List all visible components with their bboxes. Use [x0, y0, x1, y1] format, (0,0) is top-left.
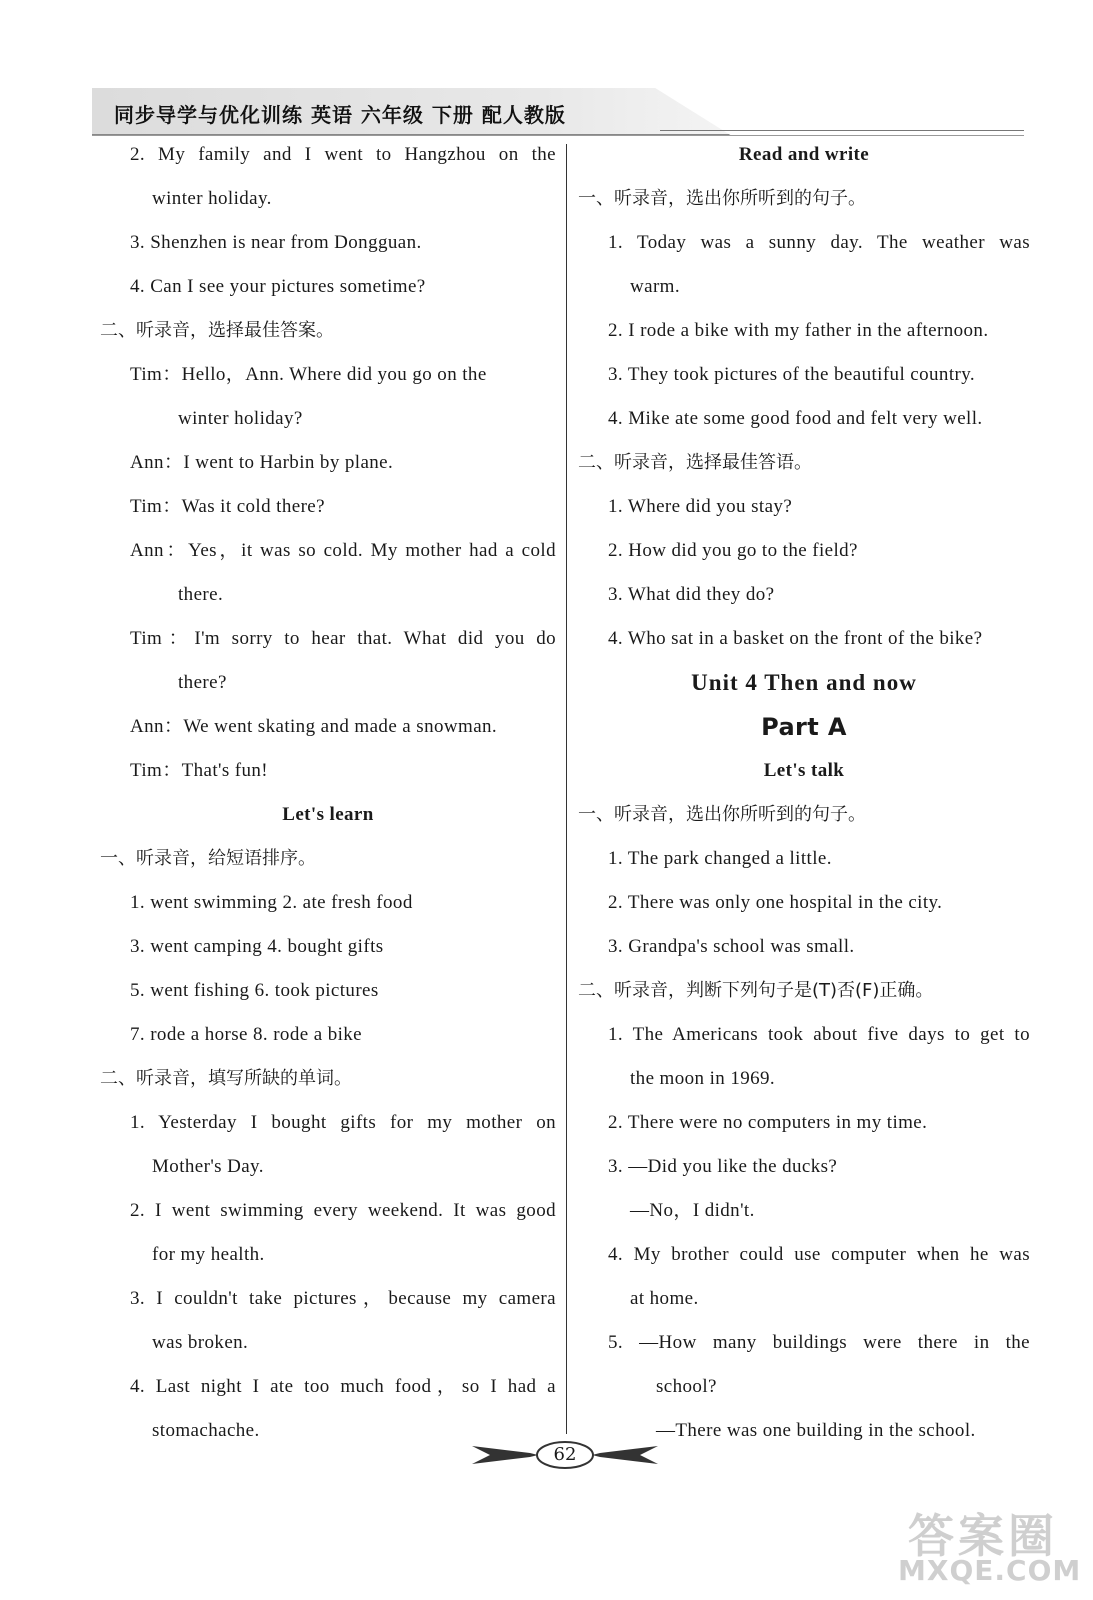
right-column-line: the moon in 1969.: [630, 1068, 776, 1089]
left-column-line: Ann：Yes，it was so cold. My mother had a cold: [130, 540, 556, 561]
left-column-line: 一、听录音，给短语排序。: [100, 848, 316, 869]
right-column-line: 1. The park changed a little.: [608, 848, 832, 869]
right-column-line: 2. I rode a bike with my father in the afternoon.: [608, 320, 989, 341]
left-column-line: Tim：Was it cold there?: [130, 496, 325, 517]
page-number: 62: [553, 1444, 577, 1465]
right-column-line: 一、听录音，选出你所听到的句子。: [578, 804, 866, 825]
left-column-line: 7. rode a horse 8. rode a bike: [130, 1024, 363, 1045]
left-column-line: Mother's Day.: [152, 1156, 264, 1177]
right-column-line: 二、听录音，判断下列句子是(T)否(F)正确。: [578, 980, 934, 1001]
right-column-line: Let's talk: [763, 760, 845, 781]
right-column-line: 5. —How many buildings were there in the: [608, 1332, 1030, 1353]
watermark-text-top: 答案圈: [908, 1509, 1058, 1563]
left-column-line: stomachache.: [152, 1420, 260, 1441]
left-column-line: Tim：I'm sorry to hear that. What did you do: [130, 628, 556, 649]
right-column-line: 4. My brother could use computer when he was: [608, 1244, 1030, 1265]
column-divider: [566, 144, 567, 1434]
right-column-line: 2. There was only one hospital in the city.: [608, 892, 943, 913]
right-column-line: 4. Mike ate some good food and felt very well.: [608, 408, 983, 429]
left-column-line: 3. I couldn't take pictures，because my camera: [130, 1288, 556, 1309]
right-column-line: 一、听录音，选出你所听到的句子。: [578, 188, 866, 209]
header-rule: [660, 130, 1024, 131]
left-column-line: Tim：Hello，Ann. Where did you go on the: [130, 364, 487, 385]
left-column-line: Ann：We went skating and made a snowman.: [130, 716, 498, 737]
left-column-line: 2. I went swimming every weekend. It was good: [130, 1200, 556, 1221]
left-column-line: 3. Shenzhen is near from Dongguan.: [130, 232, 422, 253]
left-column-line: 4. Last night I ate too much food，so I had a: [130, 1376, 556, 1397]
left-column-line: 二、听录音，填写所缺的单词。: [100, 1068, 352, 1089]
right-column-line: Part A: [761, 713, 847, 741]
watermark-text-bottom: MXQE.COM: [898, 1554, 1082, 1587]
left-column-line: Tim：That's fun!: [130, 760, 269, 781]
right-column-line: school?: [656, 1376, 717, 1397]
right-column-line: 1. The Americans took about five days to get to: [608, 1024, 1030, 1045]
left-column: [100, 140, 556, 1460]
watermark-logo: [890, 1500, 1080, 1590]
right-column-line: 1. Where did you stay?: [608, 496, 793, 517]
left-column-line: 1. went swimming 2. ate fresh food: [130, 892, 413, 913]
right-column-line: 1. Today was a sunny day. The weather was: [608, 232, 1030, 253]
right-column-line: 3. Grandpa's school was small.: [608, 936, 855, 957]
left-column-line: 5. went fishing 6. took pictures: [130, 980, 379, 1001]
right-column-line: Read and write: [738, 144, 870, 165]
right-column-line: 4. Who sat in a basket on the front of the bike?: [608, 628, 983, 649]
right-column-line: 3. —Did you like the ducks?: [608, 1156, 838, 1177]
right-column-line: Unit 4 Then and now: [691, 670, 917, 695]
book-title: 同步导学与优化训练 英语 六年级 下册 配人教版: [114, 103, 566, 127]
left-column-line: 4. Can I see your pictures sometime?: [130, 276, 426, 297]
left-column-line: Let's learn: [282, 804, 374, 825]
left-column-line: there?: [178, 672, 227, 693]
left-column-line: 1. Yesterday I bought gifts for my mother on: [130, 1112, 556, 1133]
right-column-line: 2. How did you go to the field?: [608, 540, 858, 561]
right-column-line: warm.: [630, 276, 681, 297]
left-column-line: 3. went camping 4. bought gifts: [130, 936, 384, 957]
right-column-line: 3. They took pictures of the beautiful country.: [608, 364, 976, 385]
left-column-line: winter holiday.: [152, 188, 272, 209]
right-column-line: 二、听录音，选择最佳答语。: [578, 452, 812, 473]
right-column-line: —There was one building in the school.: [656, 1420, 976, 1441]
left-column-line: for my health.: [152, 1244, 265, 1265]
right-column-line: 2. There were no computers in my time.: [608, 1112, 928, 1133]
header-rule-thin: [92, 135, 1024, 136]
right-column-line: 3. What did they do?: [608, 584, 775, 605]
right-column: [578, 140, 1030, 1460]
left-column-line: winter holiday?: [178, 408, 303, 429]
left-column-line: 二、听录音，选择最佳答案。: [100, 320, 334, 341]
left-column-line: there.: [178, 584, 224, 605]
left-column-line: was broken.: [152, 1332, 249, 1353]
right-column-line: —No，I didn't.: [630, 1200, 755, 1221]
right-column-line: at home.: [630, 1288, 699, 1309]
left-column-line: Ann：I went to Harbin by plane.: [130, 452, 394, 473]
left-column-line: 2. My family and I went to Hangzhou on the: [130, 144, 556, 165]
